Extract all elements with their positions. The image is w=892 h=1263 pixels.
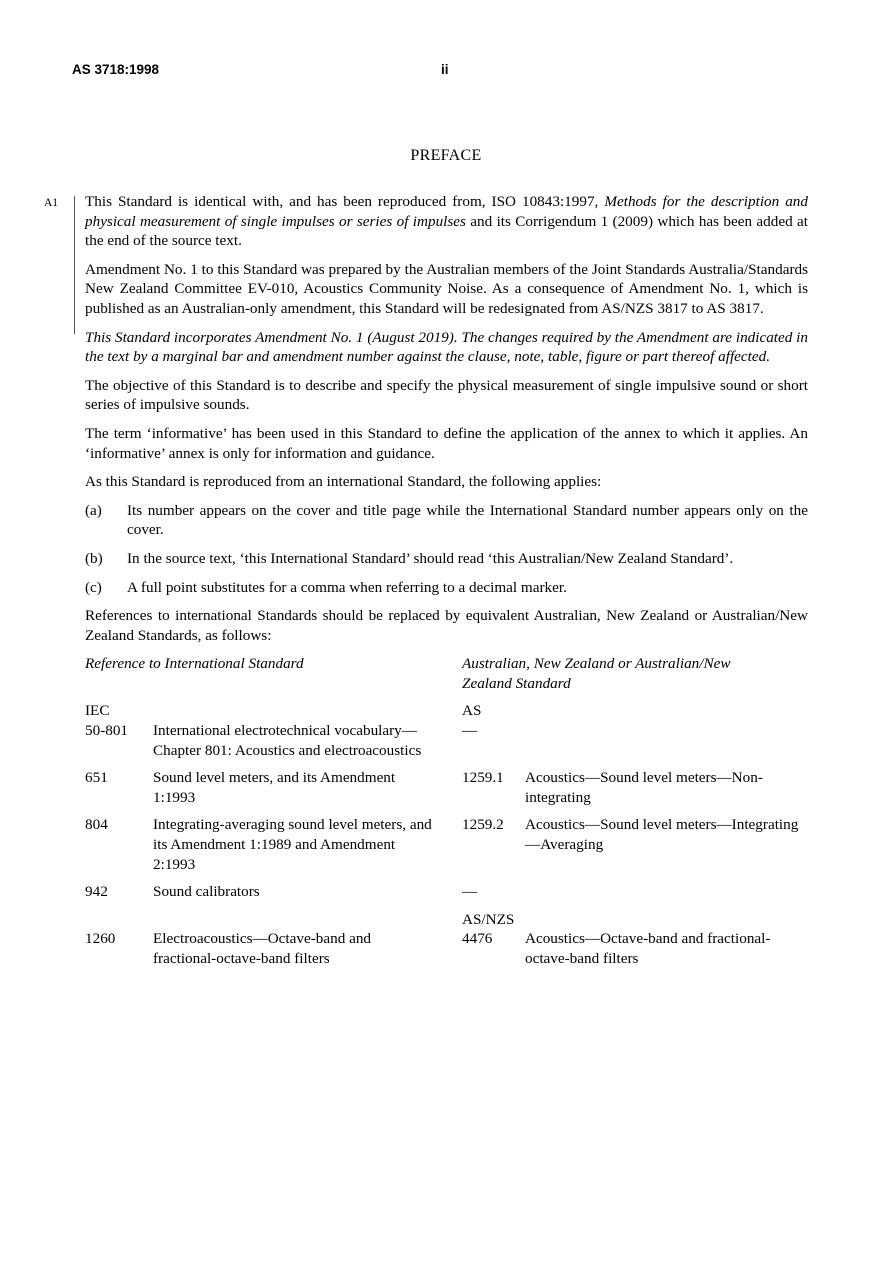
- amendment-marginal-bar: [74, 196, 75, 334]
- group-label-as: AS: [462, 702, 482, 720]
- list-label: (c): [85, 578, 102, 596]
- paragraph-incorporates-amendment: This Standard incorporates Amendment No. 1 (August 2019). The changes required by the Amendment are indicated in the text by a marginal bar and amendment number against the clause, note, table, figure or part thereof affected.: [85, 328, 808, 366]
- table-row: [85, 768, 808, 807]
- table-row: [85, 721, 808, 760]
- table-row: [85, 929, 808, 968]
- list-item: [85, 549, 808, 569]
- list-text: Its number appears on the cover and title page while the International Standard number appears only on the cover.: [127, 501, 808, 539]
- references-header-right: Australian, New Zealand or Australian/New Zealand Standard: [462, 655, 731, 692]
- iec-number: 651: [85, 769, 108, 787]
- page-number: ii: [441, 62, 449, 77]
- list-label: (b): [85, 549, 103, 567]
- paragraph-applies: As this Standard is reproduced from an international Standard, the following applies:: [85, 473, 602, 491]
- as-number: —: [462, 883, 478, 901]
- as-number: 1259.2: [462, 816, 504, 834]
- as-title: Acoustics—Sound level meters—Non-integrating: [525, 769, 763, 806]
- amendment-marker: A1: [44, 197, 59, 209]
- references-header: [85, 654, 808, 693]
- paragraph-objective: The objective of this Standard is to describe and specify the physical measurement of single impulsive sound or short series of impulsive sounds.: [85, 376, 808, 414]
- list-item: [85, 578, 808, 598]
- list-text: A full point substitutes for a comma when referring to a decimal marker.: [127, 578, 567, 596]
- group-label-asnzs: AS/NZS: [462, 910, 515, 928]
- paragraph-references: References to international Standards should be replaced by equivalent Australian, New Zealand or Australian/New Zealand Standards, as follows:: [85, 607, 808, 644]
- as-title: Acoustics—Sound level meters—Integrating—Averaging: [525, 816, 799, 854]
- list-item: [85, 501, 808, 540]
- as-number: 1259.1: [462, 769, 504, 787]
- list-label: (a): [85, 501, 102, 519]
- p1-text-end: and its Corrigendum 1 (2009) which has been added at the end of the source text.: [85, 212, 809, 250]
- as-title: Acoustics—Octave-band and fractional-octave-band filters: [525, 930, 771, 967]
- source-title: Methods for the description and physical measurement of single impulses or series of impulses: [85, 193, 808, 230]
- p1-text-start: This Standard is identical with, and has been reproduced from, ISO 10843:1997,: [85, 193, 605, 210]
- as-title: [525, 721, 808, 760]
- references-group-row: [85, 910, 808, 930]
- iec-title: Electroacoustics—Octave-band and fractional-octave-band filters: [153, 930, 372, 967]
- table-row: [85, 815, 808, 874]
- group-label-iec: IEC: [85, 702, 110, 720]
- preface-body: [85, 192, 808, 977]
- page-title: PREFACE: [410, 147, 482, 164]
- iec-title: Integrating-averaging sound level meters, and its Amendment 1:1989 and Amendment 2:1993: [153, 816, 432, 873]
- as-title: [525, 882, 808, 902]
- document-id: AS 3718:1998: [72, 62, 160, 77]
- references-group-row: [85, 701, 808, 721]
- iec-title: Sound calibrators: [153, 883, 260, 901]
- iec-number: 50-801: [85, 722, 129, 740]
- list-text: In the source text, ‘this International Standard’ should read ‘this Australian/New Zealand Standard’.: [127, 549, 734, 567]
- paragraph-informative: The term ‘informative’ has been used in this Standard to define the application of the annex to which it applies. An ‘informative’ annex is only for information and guidance.: [85, 424, 808, 462]
- iec-number: 942: [85, 883, 108, 901]
- as-number: 4476: [462, 930, 493, 948]
- iec-number: 1260: [85, 930, 116, 948]
- iec-number: 804: [85, 816, 108, 834]
- table-row: [85, 882, 808, 902]
- paragraph-identity: [85, 192, 808, 251]
- iec-title: International electrotechnical vocabulary—Chapter 801: Acoustics and electroacoustics: [153, 722, 422, 759]
- references-header-left: Reference to International Standard: [85, 655, 304, 673]
- paragraph-amendment: Amendment No. 1 to this Standard was prepared by the Australian members of the Joint Standards Australia/Standards New Zealand Committee EV-010, Acoustics Community Noise. As a consequence of Amendment No. 1, which is published as an Australian-only amendment, this Standard will be redesignated from AS/NZS 3817 to AS 3817.: [85, 260, 808, 317]
- as-number: —: [462, 722, 478, 740]
- iec-title: Sound level meters, and its Amendment 1:1993: [153, 769, 396, 806]
